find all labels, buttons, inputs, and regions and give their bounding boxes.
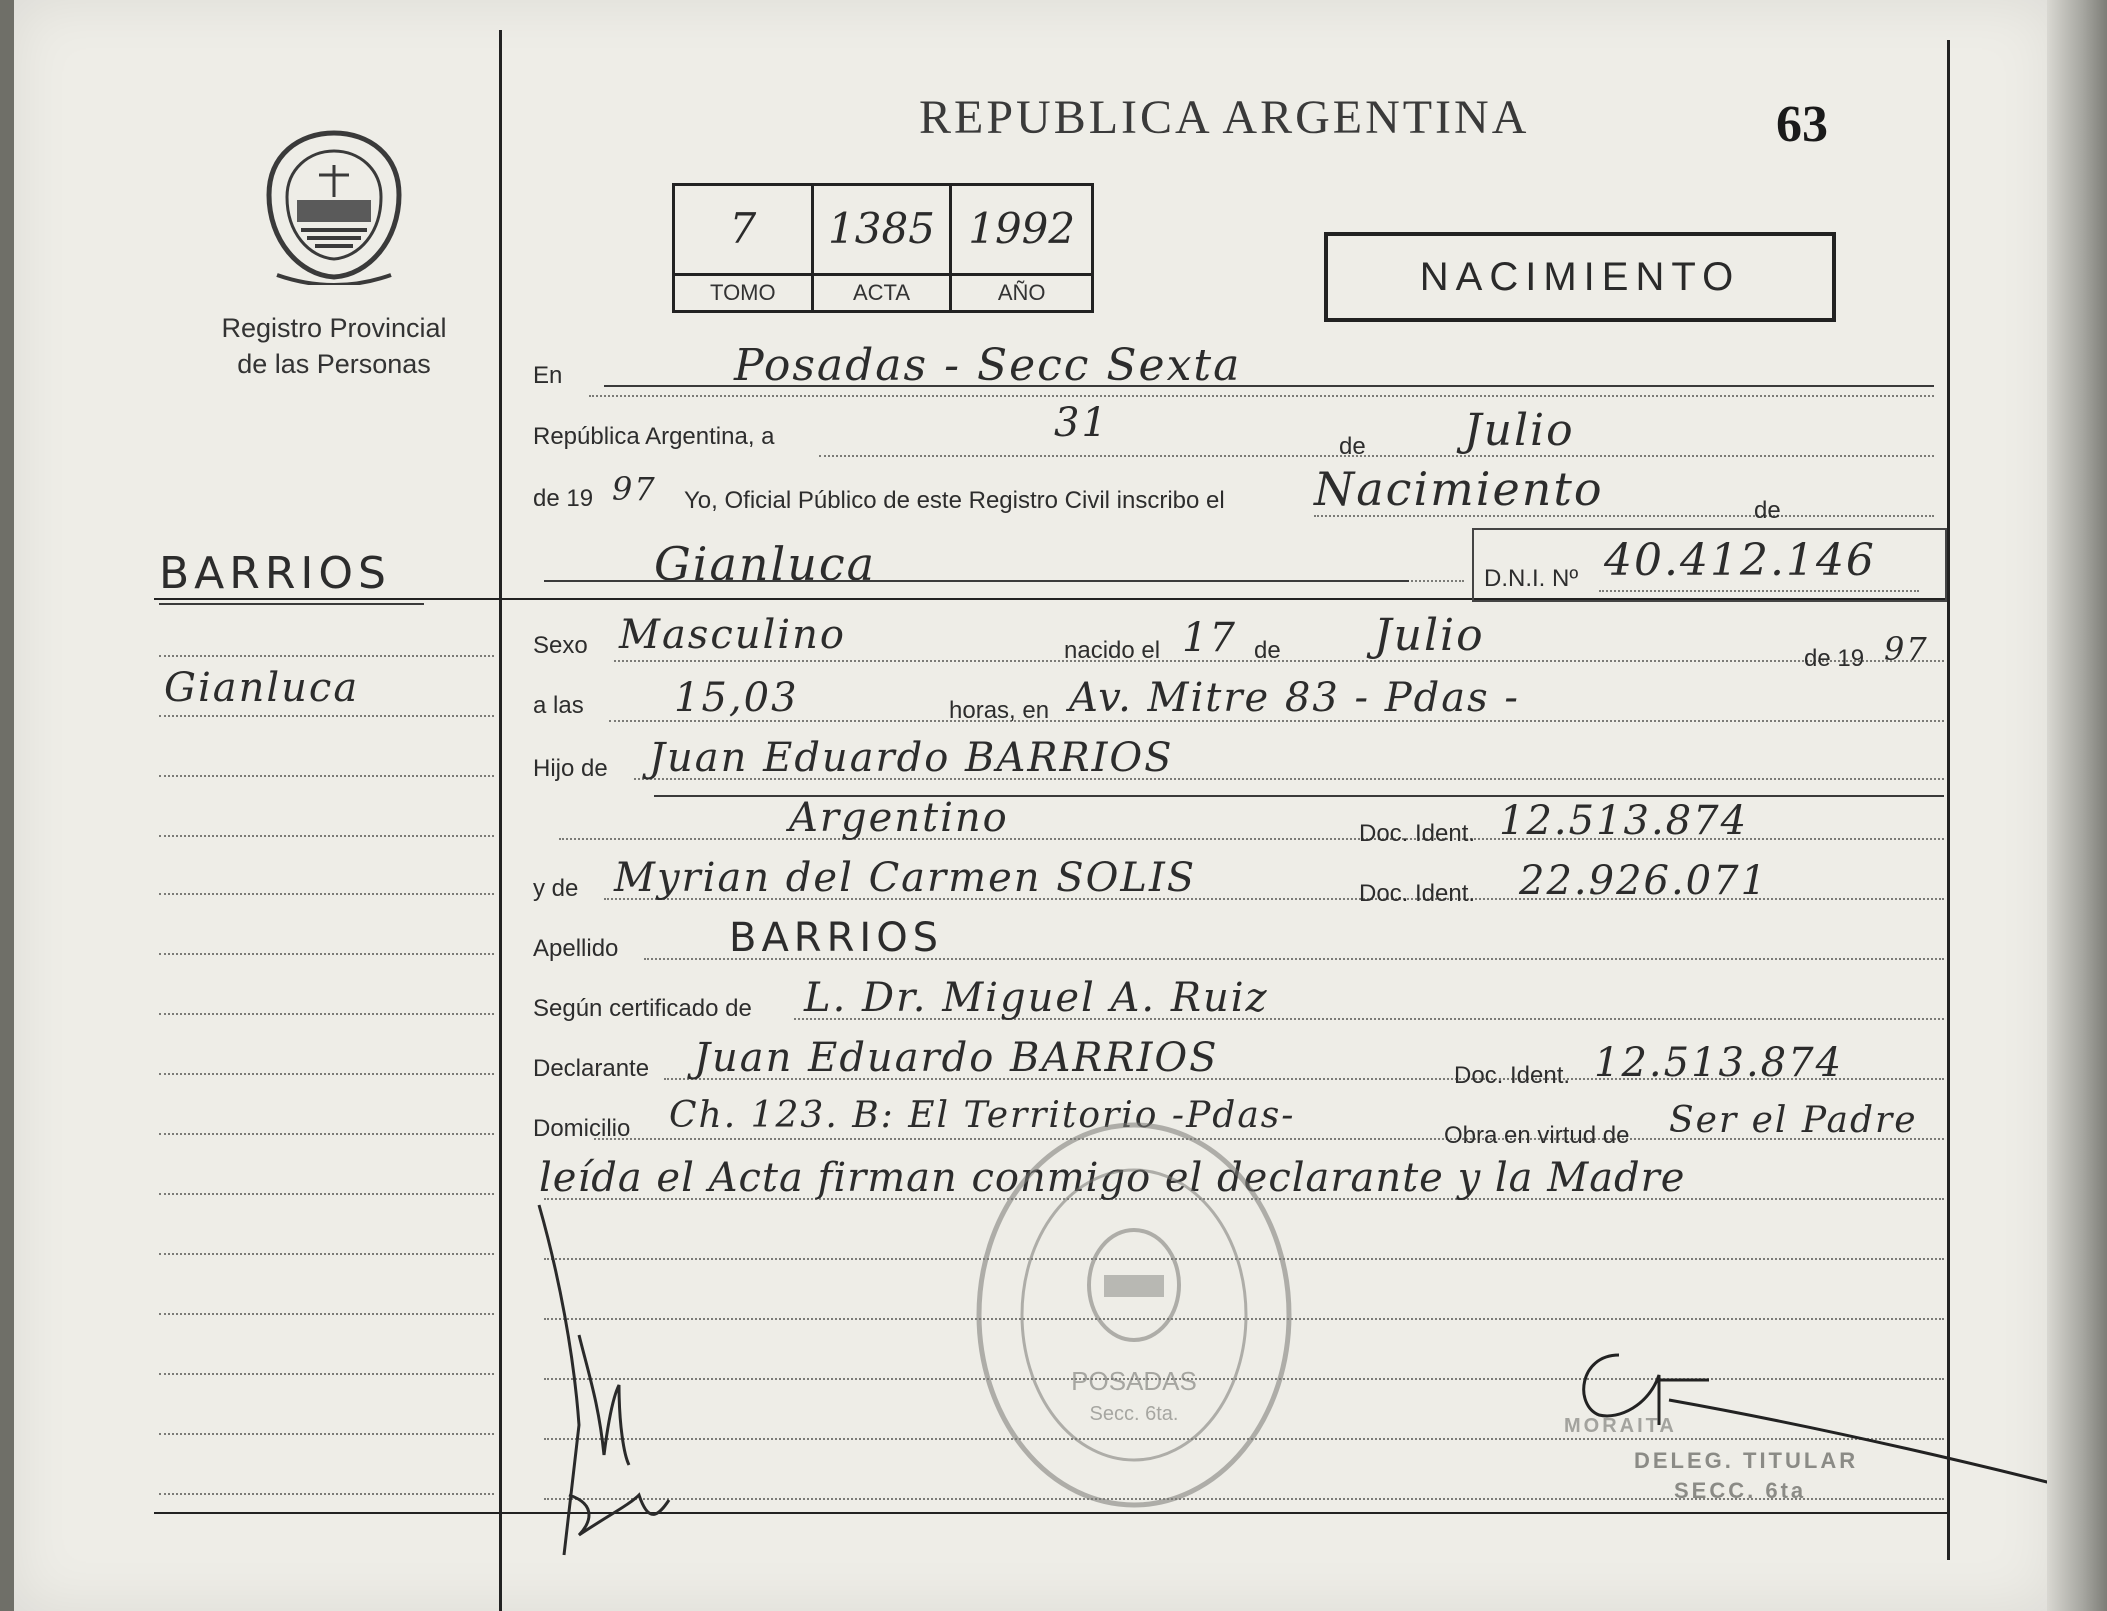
field-father: Juan Eduardo BARRIOS [649,735,1174,781]
field-day: 31 [1054,400,1109,446]
field-father-nationality: Argentino [789,795,1009,841]
field-certificate: L. Dr. Miguel A. Ruiz [804,975,1269,1021]
label-dni: D.N.I. Nº [1484,565,1579,592]
field-declarant-doc: 12.513.874 [1594,1040,1844,1086]
label-nacido-el: nacido el [1064,637,1161,664]
field-closing: leída el Acta firman conmigo el declarante y la Madre [539,1155,1686,1201]
registry-name [164,310,504,382]
field-declarant: Juan Eduardo BARRIOS [694,1035,1219,1081]
registry-seal-stamp [969,1115,1299,1515]
officer-section: SECC. 6ta [1674,1478,1807,1503]
right-border [1947,40,1950,1560]
label-hijo-de: Hijo de [533,755,608,782]
label-en: En [533,362,563,389]
stamp-city: POSADAS [1071,1366,1197,1396]
page-edge [2047,0,2107,1611]
acta-value: 1385 [828,204,935,253]
margin-given-name: Gianluca [164,665,360,711]
tomo-value: 7 [729,204,757,253]
label-a-las: a las [533,692,584,719]
certificate-page [14,0,2054,1611]
label-de-2: de [1754,497,1781,524]
field-place: Posadas - Secc Sexta [734,340,1242,391]
margin-row [159,1433,494,1435]
margin-row [159,1073,494,1075]
registry-line-2: de las Personas [237,349,431,379]
tomo-cell [675,186,814,310]
label-republica: República Argentina, a [533,423,775,450]
field-mother-doc: 22.926.071 [1519,858,1769,904]
field-address-birth: Av. Mitre 83 - Pdas - [1069,675,1520,721]
label-apellido: Apellido [533,935,619,962]
province-crest-icon [259,125,409,285]
body-row [819,455,1934,457]
anio-label: AÑO [952,273,1091,310]
field-mother: Myrian del Carmen SOLIS [614,855,1197,901]
margin-row [159,775,494,777]
margin-row [159,1133,494,1135]
child-name-line [544,580,1409,582]
anio-value: 1992 [968,204,1076,253]
field-dni: 40.412.146 [1604,535,1876,586]
label-doc-ident-2: Doc. Ident. [1359,880,1476,907]
label-de-19b: de 19 [1804,645,1865,672]
acta-label: ACTA [814,273,950,310]
label-de-3: de [1254,637,1281,664]
label-de-19: de 19 [533,485,594,512]
margin-row [159,1313,494,1315]
label-y-de: y de [533,875,579,902]
label-obra: Obra en virtud de [1444,1122,1630,1149]
label-yo-oficial: Yo, Oficial Público de este Registro Civil inscribo el [684,487,1225,514]
margin-row [159,655,494,657]
field-birth-day: 17 [1182,615,1237,661]
label-domicilio: Domicilio [533,1115,631,1142]
label-horas-en: horas, en [949,697,1050,724]
stamp-section: Secc. 6ta. [1089,1403,1179,1425]
field-surname: BARRIOS [729,915,944,961]
margin-row [159,1013,494,1015]
field-inscribe: Nacimiento [1314,462,1604,516]
anio-cell [952,186,1091,310]
margin-surname: BARRIOS [159,548,391,599]
margin-surname-underline [159,603,424,605]
acta-cell [814,186,953,310]
field-father-doc: 12.513.874 [1499,798,1749,844]
margin-row [159,953,494,955]
margin-row [159,835,494,837]
margin-row [159,1193,494,1195]
label-sexo: Sexo [533,632,588,659]
officer-name: MORAITA [1564,1415,1677,1437]
field-year-suffix: 97 [612,470,657,508]
field-child-name: Gianluca [654,537,877,591]
field-by-virtue: Ser el Padre [1669,1100,1918,1141]
reference-table [672,183,1094,313]
field-birth-month: Julio [1374,610,1485,661]
page-number: 63 [1776,96,1828,153]
label-de: de [1339,433,1366,460]
field-sex: Masculino [619,612,846,658]
label-segun: Según certificado de [533,995,752,1022]
field-hour: 15,03 [674,675,799,721]
margin-row [159,893,494,895]
officer-role: DELEG. TITULAR [1634,1448,1859,1473]
label-declarante: Declarante [533,1055,650,1082]
country-title: REPUBLICA ARGENTINA [919,91,1530,144]
label-doc-ident-1: Doc. Ident. [1359,820,1476,847]
registry-line-1: Registro Provincial [221,313,447,343]
margin-row [159,1253,494,1255]
record-type-box: NACIMIENTO [1324,232,1836,322]
tomo-label: TOMO [675,273,811,310]
body-row [589,395,1934,397]
margin-row [159,1493,494,1495]
label-doc-ident-3: Doc. Ident. [1454,1062,1571,1089]
field-month: Julio [1464,405,1575,456]
margin-row [159,1373,494,1375]
margin-row [159,715,494,717]
field-birth-year-suffix: 97 [1884,630,1929,668]
field-domicile: Ch. 123. B: El Territorio -Pdas- [669,1095,1296,1136]
margin-divider [499,30,502,1611]
declarant-signature [519,1195,779,1565]
